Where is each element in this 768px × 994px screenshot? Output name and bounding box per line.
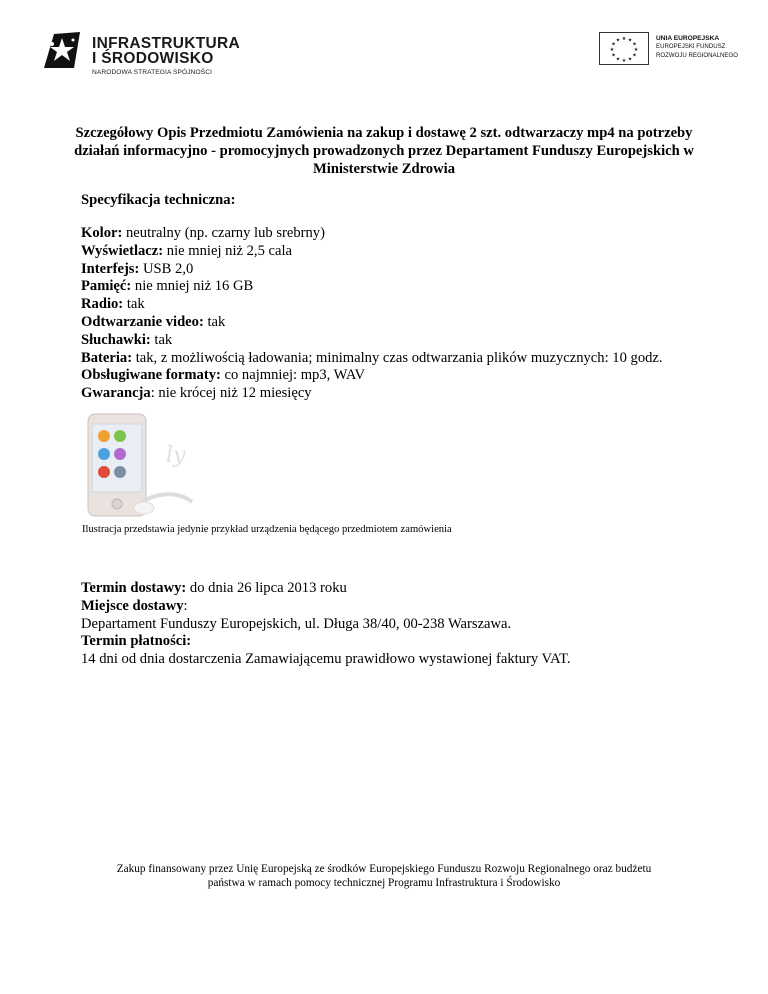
spec-row-gwarancja (81, 385, 691, 403)
spec-value: tak (123, 296, 145, 313)
spec-value: tak (150, 331, 173, 348)
spec-value: neutralny (np. czarny lub srebrny) (122, 225, 325, 241)
svg-text:★: ★ (621, 58, 627, 64)
eu-line1: UNIA EUROPEJSKA (656, 35, 720, 42)
svg-text:★: ★ (621, 36, 627, 42)
footer (64, 862, 704, 890)
document-title: Szczegółowy Opis Przedmiotu Zamówienia na zakup i dostawę 2 szt. odtwarzaczy mp4 na potrzeby działań informacyjno - promocyjnych prowadzonych przez Departament Funduszy Europejskich w Ministerstwie Zdrowia (74, 125, 694, 177)
svg-text:★: ★ (632, 41, 637, 48)
spec-value: USB 2,0 (139, 260, 194, 277)
delivery-place-label: Miejsce dostawy (81, 597, 184, 614)
logo-line1: INFRASTRUKTURA (92, 35, 240, 52)
payment-term-row (81, 633, 701, 651)
svg-text:★: ★ (627, 56, 633, 63)
eu-logo (599, 32, 749, 66)
svg-text:★: ★ (615, 56, 621, 63)
delivery-place-row (81, 598, 701, 616)
svg-text:★: ★ (633, 47, 639, 53)
svg-text:★: ★ (627, 37, 633, 44)
spec-value: tak, z możliwością ładowania; minimalny czas odtwarzania plików muzycznych: 10 godz. (132, 349, 663, 366)
delivery-place-value: Departament Funduszy Europejskich, ul. Długa 38/40, 00-238 Warszawa. (81, 615, 512, 632)
spec-label: Radio: (81, 296, 124, 313)
spec-row-pamiec (81, 278, 691, 296)
svg-text:★: ★ (615, 37, 621, 44)
spec-row-wyswietlacz (81, 243, 691, 261)
svg-text:★: ★ (609, 47, 615, 53)
delivery-section (81, 580, 701, 669)
spec-value: : nie krócej niż 12 miesięcy (150, 385, 312, 402)
spec-label: Słuchawki: (81, 331, 151, 348)
delivery-term-label: Termin dostawy: (81, 580, 187, 596)
spec-label: Pamięć: (81, 278, 132, 295)
star-emblem-icon (40, 28, 84, 74)
spec-value: tak (203, 313, 226, 330)
svg-text:ly: ly (166, 443, 186, 468)
eu-line3: ROZWOJU REGIONALNEGO (656, 51, 738, 59)
infrastruktura-logo (40, 24, 240, 80)
spec-value: co najmniej: mp3, WAV (220, 367, 366, 384)
logo-line3: NARODOWA STRATEGIA SPÓJNOŚCI (92, 69, 213, 76)
image-caption: Ilustracja przedstawia jedynie przykład urządzenia będącego przedmiotem zamówienia (82, 524, 452, 535)
spec-row-radio (81, 296, 691, 314)
spec-value: nie mniej niż 2,5 cala (163, 242, 293, 259)
spec-label: Wyświetlacz: (81, 242, 164, 259)
svg-text:★: ★ (611, 41, 616, 48)
spec-row-bateria (81, 350, 691, 368)
logo-line2: I ŚRODOWISKO (92, 50, 214, 67)
footer-line2: państwa w ramach pomocy technicznej Programu Infrastruktura i Środowisko (207, 877, 561, 889)
spec-label: Interfejs: (81, 260, 140, 277)
spec-heading: Specyfikacja techniczna: (81, 192, 236, 208)
mp4-player-image (82, 412, 210, 517)
spec-label: Bateria: (81, 349, 133, 366)
spec-label: Odtwarzanie video: (81, 313, 204, 330)
spec-row-kolor (81, 225, 691, 243)
svg-text:★: ★ (632, 52, 637, 59)
payment-term-label: Termin płatności: (81, 633, 192, 650)
spec-label: Gwarancja (81, 385, 151, 402)
eu-line2: EUROPEJSKI FUNDUSZ (656, 43, 726, 50)
spec-value: nie mniej niż 16 GB (131, 278, 254, 295)
spec-row-formaty (81, 367, 691, 385)
spec-label: Obsługiwane formaty: (81, 367, 221, 384)
payment-term-value: 14 dni od dnia dostarczenia Zamawiającemu prawidłowo wystawionej faktury VAT. (81, 651, 571, 668)
spec-row-video (81, 314, 691, 332)
spec-row-interfejs (81, 261, 691, 279)
delivery-place-colon: : (183, 597, 188, 614)
spec-row-sluchawki (81, 332, 691, 350)
spec-list (81, 225, 691, 403)
footer-line1: Zakup finansowany przez Unię Europejską ze środków Europejskiego Funduszu Rozwoju Regionalnego oraz budżetu (116, 863, 652, 875)
spec-label: Kolor: (81, 225, 123, 241)
svg-text:★: ★ (611, 52, 616, 59)
delivery-term-value: do dnia 26 lipca 2013 roku (186, 580, 347, 596)
delivery-term-row (81, 580, 701, 598)
eu-text (656, 34, 738, 60)
eu-flag-icon (599, 32, 649, 65)
